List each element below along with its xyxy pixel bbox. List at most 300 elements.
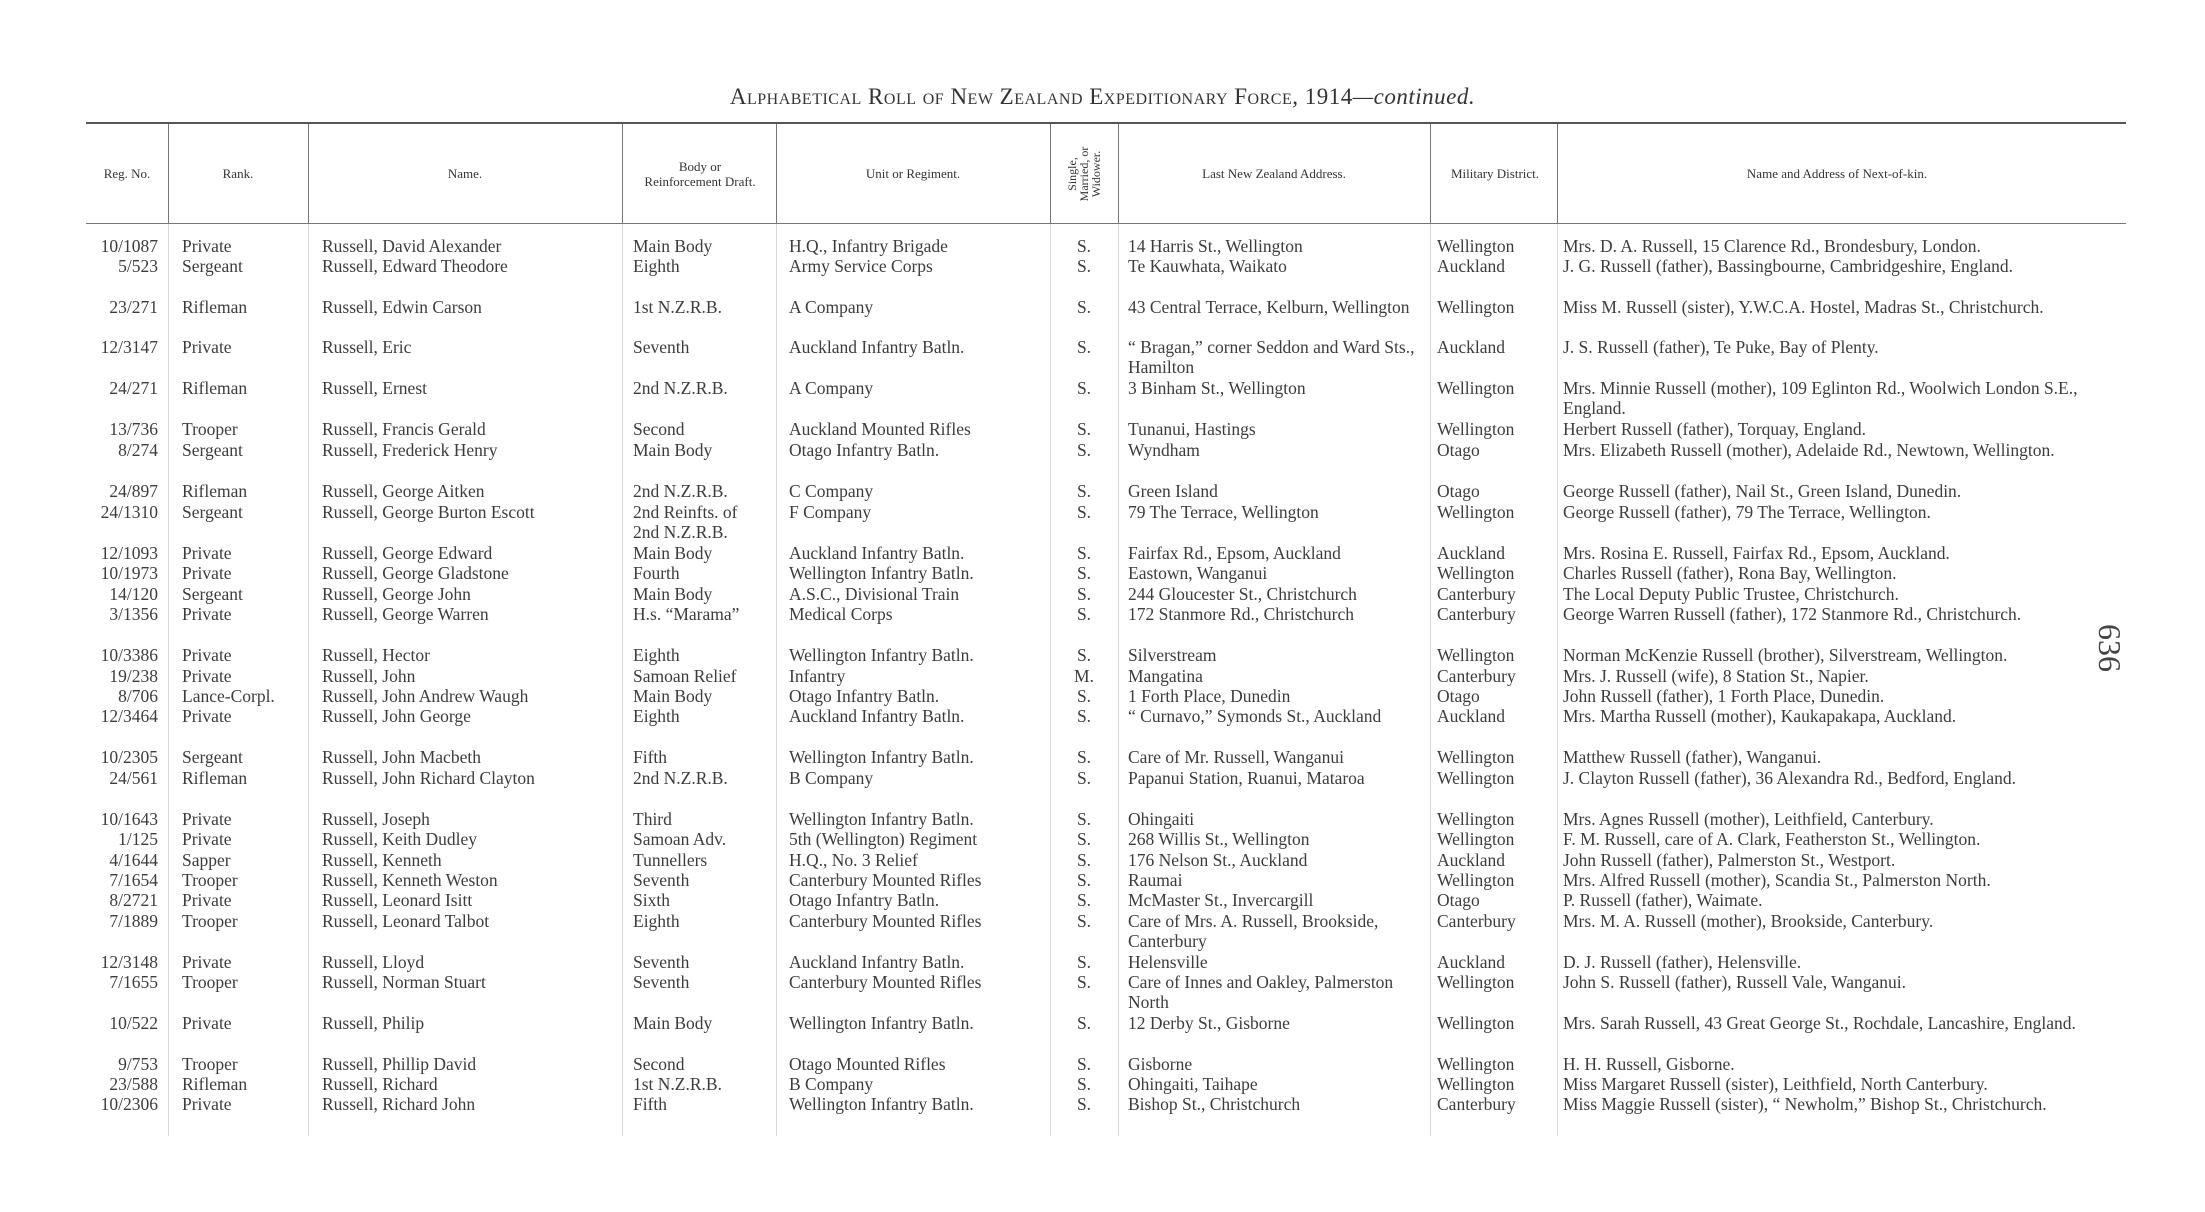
row-reg-no: 24/1310 — [100, 502, 158, 522]
row-reg-no: 12/1093 — [100, 543, 158, 563]
row-unit: Canterbury Mounted Rifles — [789, 911, 982, 931]
row-status: S. — [1076, 1013, 1092, 1033]
row-name: Russell, John — [322, 666, 416, 686]
header-divider — [622, 124, 623, 223]
row-reg-no: 5/523 — [118, 256, 158, 276]
row-rank: Private — [182, 829, 232, 849]
row-rank: Sergeant — [182, 502, 243, 522]
row-name: Russell, John Macbeth — [322, 747, 481, 767]
row-unit: Otago Infantry Batln. — [789, 890, 940, 910]
row-rank: Trooper — [182, 870, 238, 890]
header-name: Name. — [447, 166, 483, 181]
row-next-of-kin: Mrs. Minnie Russell (mother), 109 Eglinton Rd., Woolwich London S.E., England. — [1563, 378, 2078, 418]
row-district: Wellington — [1437, 645, 1515, 665]
row-rank: Sergeant — [182, 256, 243, 276]
row-next-of-kin: Norman McKenzie Russell (brother), Silverstream, Wellington. — [1563, 645, 2008, 665]
row-reg-no: 12/3464 — [100, 706, 158, 726]
row-reg-no: 19/238 — [109, 666, 158, 686]
row-name: Russell, George Burton Escott — [322, 502, 535, 522]
row-status: S. — [1076, 563, 1092, 583]
row-district: Wellington — [1437, 1054, 1515, 1074]
row-status: S. — [1076, 584, 1092, 604]
row-district: Wellington — [1437, 502, 1515, 522]
row-reg-no: 24/561 — [109, 768, 158, 788]
row-reg-no: 4/1644 — [109, 850, 158, 870]
row-address: Raumai — [1128, 870, 1183, 890]
row-draft: Second — [633, 419, 685, 439]
row-district: Wellington — [1437, 297, 1515, 317]
row-reg-no: 23/588 — [109, 1074, 158, 1094]
row-name: Russell, George John — [322, 584, 471, 604]
row-next-of-kin: John S. Russell (father), Russell Vale, Wanganui. — [1563, 972, 1907, 992]
row-reg-no: 10/2305 — [100, 747, 158, 767]
row-district: Auckland — [1437, 706, 1506, 726]
row-unit: Otago Infantry Batln. — [789, 440, 940, 460]
row-next-of-kin: J. G. Russell (father), Bassingbourne, Cambridgeshire, England. — [1563, 256, 2014, 276]
row-draft: 1st N.Z.R.B. — [633, 1074, 722, 1094]
header-divider — [1050, 124, 1051, 223]
row-reg-no: 1/125 — [118, 829, 158, 849]
row-rank: Private — [182, 337, 232, 357]
row-reg-no: 23/271 — [109, 297, 158, 317]
row-name: Russell, George Edward — [322, 543, 493, 563]
row-unit: Army Service Corps — [789, 256, 933, 276]
row-unit: Wellington Infantry Batln. — [789, 645, 974, 665]
row-name: Russell, George Gladstone — [322, 563, 509, 583]
row-reg-no: 12/3148 — [100, 952, 158, 972]
row-draft: Seventh — [633, 870, 690, 890]
header-kin: Name and Address of Next-of-kin. — [1746, 166, 1928, 181]
row-unit: Auckland Infantry Batln. — [789, 706, 965, 726]
row-district: Otago — [1437, 440, 1480, 460]
row-address: Ohingaiti — [1128, 809, 1195, 829]
row-next-of-kin: J. S. Russell (father), Te Puke, Bay of Plenty. — [1563, 337, 1879, 357]
row-status: S. — [1076, 502, 1092, 522]
row-unit: A.S.C., Divisional Train — [789, 584, 960, 604]
row-rank: Private — [182, 543, 232, 563]
row-status: S. — [1076, 952, 1092, 972]
row-address: Helensville — [1128, 952, 1208, 972]
row-reg-no: 10/1643 — [100, 809, 158, 829]
row-rank: Lance-Corpl. — [182, 686, 275, 706]
row-rank: Private — [182, 236, 232, 256]
row-district: Otago — [1437, 890, 1480, 910]
row-address: “ Bragan,” corner Seddon and Ward Sts., Hamilton — [1128, 337, 1415, 377]
header-status-label: Single, Married, or Widower. — [1065, 146, 1103, 201]
row-district: Canterbury — [1437, 911, 1516, 931]
row-address: 79 The Terrace, Wellington — [1128, 502, 1319, 522]
row-name: Russell, Richard John — [322, 1094, 476, 1114]
row-status: S. — [1076, 829, 1092, 849]
row-next-of-kin: Miss Margaret Russell (sister), Leithfield, North Canterbury. — [1563, 1074, 1988, 1094]
row-draft: 2nd N.Z.R.B. — [633, 768, 728, 788]
row-address: Care of Innes and Oakley, Palmerston North — [1128, 972, 1394, 1012]
column-divider — [622, 224, 623, 1136]
row-address: 176 Nelson St., Auckland — [1128, 850, 1308, 870]
row-reg-no: 13/736 — [109, 419, 158, 439]
row-next-of-kin: P. Russell (father), Waimate. — [1563, 890, 1763, 910]
row-rank: Sapper — [182, 850, 231, 870]
row-unit: Auckland Infantry Batln. — [789, 952, 965, 972]
row-name: Russell, Hector — [322, 645, 430, 665]
row-status: S. — [1076, 419, 1092, 439]
row-district: Auckland — [1437, 850, 1506, 870]
row-rank: Trooper — [182, 1054, 238, 1074]
row-next-of-kin: Matthew Russell (father), Wanganui. — [1563, 747, 1822, 767]
row-name: Russell, David Alexander — [322, 236, 502, 256]
row-next-of-kin: George Warren Russell (father), 172 Stanmore Rd., Christchurch. — [1563, 604, 2022, 624]
row-name: Russell, Ernest — [322, 378, 427, 398]
row-status: S. — [1076, 297, 1092, 317]
column-divider — [1118, 224, 1119, 1136]
row-rank: Rifleman — [182, 297, 248, 317]
row-next-of-kin: Mrs. Alfred Russell (mother), Scandia St., Palmerston North. — [1563, 870, 1991, 890]
row-draft: 1st N.Z.R.B. — [633, 297, 722, 317]
row-draft: Main Body — [633, 543, 713, 563]
row-name: Russell, Edwin Carson — [322, 297, 482, 317]
row-district: Otago — [1437, 481, 1480, 501]
header-rank: Rank. — [222, 166, 254, 181]
row-status: S. — [1076, 1094, 1092, 1114]
row-draft: Fourth — [633, 563, 680, 583]
row-next-of-kin: Mrs. Martha Russell (mother), Kaukapakapa, Auckland. — [1563, 706, 1957, 726]
row-unit: 5th (Wellington) Regiment — [789, 829, 978, 849]
row-district: Wellington — [1437, 563, 1515, 583]
row-district: Auckland — [1437, 337, 1506, 357]
row-address: Bishop St., Christchurch — [1128, 1094, 1301, 1114]
row-unit: Wellington Infantry Batln. — [789, 1013, 974, 1033]
row-rank: Private — [182, 1094, 232, 1114]
row-status: S. — [1076, 236, 1092, 256]
row-next-of-kin: Mrs. J. Russell (wife), 8 Station St., Napier. — [1563, 666, 1869, 686]
row-status: M. — [1074, 666, 1094, 686]
row-unit: H.Q., No. 3 Relief — [789, 850, 918, 870]
row-address: McMaster St., Invercargill — [1128, 890, 1314, 910]
row-rank: Sergeant — [182, 440, 243, 460]
row-name: Russell, Edward Theodore — [322, 256, 508, 276]
row-name: Russell, George Aitken — [322, 481, 485, 501]
row-draft: Sixth — [633, 890, 670, 910]
row-status: S. — [1076, 1074, 1092, 1094]
page-title — [0, 84, 2205, 110]
row-status: S. — [1076, 890, 1092, 910]
row-status: S. — [1076, 256, 1092, 276]
row-address: 3 Binham St., Wellington — [1128, 378, 1306, 398]
row-name: Russell, John George — [322, 706, 471, 726]
row-unit: A Company — [789, 297, 874, 317]
row-rank: Rifleman — [182, 481, 248, 501]
row-status: S. — [1076, 1054, 1092, 1074]
row-address: 14 Harris St., Wellington — [1128, 236, 1303, 256]
row-draft: Main Body — [633, 236, 713, 256]
row-rank: Trooper — [182, 419, 238, 439]
row-reg-no: 7/1889 — [109, 911, 158, 931]
row-draft: Fifth — [633, 747, 668, 767]
row-draft: Main Body — [633, 584, 713, 604]
row-district: Wellington — [1437, 870, 1515, 890]
page-title-main: Alphabetical Roll of New Zealand Expeditionary Force, 1914 — [729, 84, 1353, 109]
row-next-of-kin: Mrs. Sarah Russell, 43 Great George St., Rochdale, Lancashire, England. — [1563, 1013, 2076, 1033]
row-next-of-kin: H. H. Russell, Gisborne. — [1563, 1054, 1735, 1074]
row-rank: Private — [182, 645, 232, 665]
row-address: 172 Stanmore Rd., Christchurch — [1128, 604, 1355, 624]
row-address: Mangatina — [1128, 666, 1203, 686]
row-reg-no: 10/2306 — [100, 1094, 158, 1114]
row-status: S. — [1076, 747, 1092, 767]
row-status: S. — [1076, 481, 1092, 501]
row-next-of-kin: J. Clayton Russell (father), 36 Alexandra Rd., Bedford, England. — [1563, 768, 2016, 788]
row-rank: Rifleman — [182, 378, 248, 398]
row-reg-no: 8/2721 — [109, 890, 158, 910]
column-divider — [1430, 224, 1431, 1136]
row-unit: A Company — [789, 378, 874, 398]
row-address: 43 Central Terrace, Kelburn, Wellington — [1128, 297, 1410, 317]
row-next-of-kin: Charles Russell (father), Rona Bay, Wellington. — [1563, 563, 1897, 583]
row-unit: Canterbury Mounted Rifles — [789, 870, 982, 890]
row-name: Russell, Kenneth — [322, 850, 442, 870]
row-name: Russell, Philip — [322, 1013, 425, 1033]
row-address: 268 Willis St., Wellington — [1128, 829, 1310, 849]
row-district: Wellington — [1437, 809, 1515, 829]
row-rank: Private — [182, 666, 232, 686]
row-unit: Wellington Infantry Batln. — [789, 1094, 974, 1114]
row-district: Canterbury — [1437, 666, 1516, 686]
header-district: Military District. — [1450, 166, 1540, 181]
row-unit: H.Q., Infantry Brigade — [789, 236, 948, 256]
row-draft: Main Body — [633, 686, 713, 706]
row-district: Wellington — [1437, 378, 1515, 398]
row-status: S. — [1076, 809, 1092, 829]
row-draft: Main Body — [633, 440, 713, 460]
row-draft: 2nd Reinfts. of 2nd N.Z.R.B. — [633, 502, 738, 542]
row-draft: 2nd N.Z.R.B. — [633, 378, 728, 398]
row-rank: Private — [182, 604, 232, 624]
row-reg-no: 14/120 — [109, 584, 158, 604]
row-draft: Third — [633, 809, 672, 829]
row-district: Auckland — [1437, 543, 1506, 563]
row-address: Tunanui, Hastings — [1128, 419, 1256, 439]
header-divider — [1430, 124, 1431, 223]
row-draft: Seventh — [633, 952, 690, 972]
row-unit: Medical Corps — [789, 604, 893, 624]
row-name: Russell, John Richard Clayton — [322, 768, 535, 788]
table-header-rule — [86, 223, 2126, 224]
row-next-of-kin: Mrs. Elizabeth Russell (mother), Adelaide Rd., Newtown, Wellington. — [1563, 440, 2055, 460]
row-reg-no: 8/706 — [118, 686, 158, 706]
row-district: Wellington — [1437, 236, 1515, 256]
row-next-of-kin: George Russell (father), 79 The Terrace, Wellington. — [1563, 502, 1931, 522]
row-draft: Seventh — [633, 337, 690, 357]
row-status: S. — [1076, 440, 1092, 460]
row-address: Gisborne — [1128, 1054, 1193, 1074]
row-draft: Main Body — [633, 1013, 713, 1033]
column-divider — [776, 224, 777, 1136]
row-unit: Canterbury Mounted Rifles — [789, 972, 982, 992]
row-draft: Eighth — [633, 256, 680, 276]
row-district: Wellington — [1437, 1074, 1515, 1094]
row-next-of-kin: The Local Deputy Public Trustee, Christchurch. — [1563, 584, 1899, 604]
row-draft: Eighth — [633, 645, 680, 665]
row-address: Te Kauwhata, Waikato — [1128, 256, 1287, 276]
row-address: Ohingaiti, Taihape — [1128, 1074, 1258, 1094]
column-divider — [168, 224, 169, 1136]
row-district: Wellington — [1437, 972, 1515, 992]
row-name: Russell, Kenneth Weston — [322, 870, 498, 890]
column-divider — [1050, 224, 1051, 1136]
row-district: Wellington — [1437, 419, 1515, 439]
row-status: S. — [1076, 543, 1092, 563]
row-draft: Samoan Adv. — [633, 829, 727, 849]
header-address: Last New Zealand Address. — [1202, 166, 1346, 181]
row-next-of-kin: John Russell (father), Palmerston St., Westport. — [1563, 850, 1896, 870]
row-address: Eastown, Wanganui — [1128, 563, 1268, 583]
row-next-of-kin: D. J. Russell (father), Helensville. — [1563, 952, 1802, 972]
row-next-of-kin: Herbert Russell (father), Torquay, England. — [1563, 419, 1866, 439]
row-next-of-kin: F. M. Russell, care of A. Clark, Featherston St., Wellington. — [1563, 829, 1981, 849]
row-reg-no: 24/897 — [109, 481, 158, 501]
row-reg-no: 24/271 — [109, 378, 158, 398]
row-unit: F Company — [789, 502, 872, 522]
row-rank: Sergeant — [182, 584, 243, 604]
row-address: Care of Mrs. A. Russell, Brookside, Canterbury — [1128, 911, 1379, 951]
row-status: S. — [1076, 645, 1092, 665]
row-district: Wellington — [1437, 829, 1515, 849]
row-unit: Auckland Infantry Batln. — [789, 337, 965, 357]
row-name: Russell, Lloyd — [322, 952, 425, 972]
row-status: S. — [1076, 378, 1092, 398]
row-reg-no: 3/1356 — [109, 604, 158, 624]
row-district: Wellington — [1437, 768, 1515, 788]
column-divider — [1557, 224, 1558, 1136]
row-unit: C Company — [789, 481, 874, 501]
row-address: “ Curnavo,” Symonds St., Auckland — [1128, 706, 1382, 726]
row-next-of-kin: Mrs. Agnes Russell (mother), Leithfield, Canterbury. — [1563, 809, 1934, 829]
row-address: Silverstream — [1128, 645, 1217, 665]
row-reg-no: 12/3147 — [100, 337, 158, 357]
row-status: S. — [1076, 604, 1092, 624]
row-address: Green Island — [1128, 481, 1218, 501]
row-draft: H.s. “Marama” — [633, 604, 740, 624]
row-district: Canterbury — [1437, 1094, 1516, 1114]
row-reg-no: 7/1655 — [109, 972, 158, 992]
column-divider — [308, 224, 309, 1136]
row-name: Russell, Phillip David — [322, 1054, 477, 1074]
row-unit: Wellington Infantry Batln. — [789, 809, 974, 829]
row-reg-no: 8/274 — [118, 440, 158, 460]
row-name: Russell, Norman Stuart — [322, 972, 486, 992]
row-status: S. — [1076, 870, 1092, 890]
row-name: Russell, Keith Dudley — [322, 829, 478, 849]
row-draft: Fifth — [633, 1094, 668, 1114]
row-district: Otago — [1437, 686, 1480, 706]
row-next-of-kin: Mrs. D. A. Russell, 15 Clarence Rd., Brondesbury, London. — [1563, 236, 1981, 256]
row-district: Canterbury — [1437, 584, 1516, 604]
header-status — [1052, 124, 1116, 223]
row-next-of-kin: Miss Maggie Russell (sister), “ Newholm,” Bishop St., Christchurch. — [1563, 1094, 2047, 1114]
row-draft: Tunnellers — [633, 850, 708, 870]
row-name: Russell, George Warren — [322, 604, 489, 624]
row-next-of-kin: Miss M. Russell (sister), Y.W.C.A. Hostel, Madras St., Christchurch. — [1563, 297, 2044, 317]
row-address: 244 Gloucester St., Christchurch — [1128, 584, 1357, 604]
row-status: S. — [1076, 911, 1092, 931]
row-status: S. — [1076, 706, 1092, 726]
row-reg-no: 10/522 — [109, 1013, 158, 1033]
row-next-of-kin: Mrs. Rosina E. Russell, Fairfax Rd., Epsom, Auckland. — [1563, 543, 1950, 563]
row-rank: Rifleman — [182, 768, 248, 788]
row-reg-no: 9/753 — [118, 1054, 158, 1074]
row-status: S. — [1076, 337, 1092, 357]
row-unit: Wellington Infantry Batln. — [789, 563, 974, 583]
row-unit: B Company — [789, 768, 874, 788]
row-unit: Auckland Mounted Rifles — [789, 419, 971, 439]
row-address: Wyndham — [1128, 440, 1200, 460]
row-draft: Eighth — [633, 706, 680, 726]
row-rank: Private — [182, 706, 232, 726]
header-draft: Body or Reinforcement Draft. — [644, 158, 756, 189]
row-status: S. — [1076, 686, 1092, 706]
row-district: Wellington — [1437, 747, 1515, 767]
row-name: Russell, John Andrew Waugh — [322, 686, 529, 706]
header-unit: Unit or Regiment. — [865, 166, 961, 181]
row-status: S. — [1076, 972, 1092, 992]
row-address: Care of Mr. Russell, Wanganui — [1128, 747, 1345, 767]
row-rank: Private — [182, 563, 232, 583]
row-unit: Auckland Infantry Batln. — [789, 543, 965, 563]
row-rank: Trooper — [182, 972, 238, 992]
row-status: S. — [1076, 850, 1092, 870]
page-number: 636 — [2092, 624, 2128, 672]
row-unit: Infantry — [789, 666, 846, 686]
row-district: Canterbury — [1437, 604, 1516, 624]
row-reg-no: 10/3386 — [100, 645, 158, 665]
row-name: Russell, Joseph — [322, 809, 430, 829]
row-reg-no: 7/1654 — [109, 870, 158, 890]
row-address: 12 Derby St., Gisborne — [1128, 1013, 1290, 1033]
row-draft: Second — [633, 1054, 685, 1074]
row-rank: Sergeant — [182, 747, 243, 767]
row-draft: Eighth — [633, 911, 680, 931]
row-next-of-kin: George Russell (father), Nail St., Green Island, Dunedin. — [1563, 481, 1962, 501]
row-district: Wellington — [1437, 1013, 1515, 1033]
row-rank: Trooper — [182, 911, 238, 931]
page-title-continued: —continued. — [1352, 84, 1476, 109]
row-unit: B Company — [789, 1074, 874, 1094]
row-rank: Private — [182, 952, 232, 972]
row-reg-no: 10/1087 — [100, 236, 158, 256]
row-name: Russell, Leonard Talbot — [322, 911, 490, 931]
row-district: Auckland — [1437, 256, 1506, 276]
row-draft: Seventh — [633, 972, 690, 992]
row-unit: Otago Infantry Batln. — [789, 686, 940, 706]
row-name: Russell, Frederick Henry — [322, 440, 498, 460]
row-next-of-kin: Mrs. M. A. Russell (mother), Brookside, Canterbury. — [1563, 911, 1934, 931]
row-district: Auckland — [1437, 952, 1506, 972]
row-rank: Private — [182, 809, 232, 829]
row-reg-no: 10/1973 — [100, 563, 158, 583]
row-name: Russell, Eric — [322, 337, 412, 357]
row-rank: Rifleman — [182, 1074, 248, 1094]
row-draft: Samoan Relief — [633, 666, 737, 686]
row-name: Russell, Leonard Isitt — [322, 890, 473, 910]
row-name: Russell, Francis Gerald — [322, 419, 486, 439]
row-unit: Otago Mounted Rifles — [789, 1054, 946, 1074]
row-unit: Wellington Infantry Batln. — [789, 747, 974, 767]
row-rank: Private — [182, 1013, 232, 1033]
row-status: S. — [1076, 768, 1092, 788]
row-address: 1 Forth Place, Dunedin — [1128, 686, 1291, 706]
row-draft: 2nd N.Z.R.B. — [633, 481, 728, 501]
row-address: Fairfax Rd., Epsom, Auckland — [1128, 543, 1341, 563]
